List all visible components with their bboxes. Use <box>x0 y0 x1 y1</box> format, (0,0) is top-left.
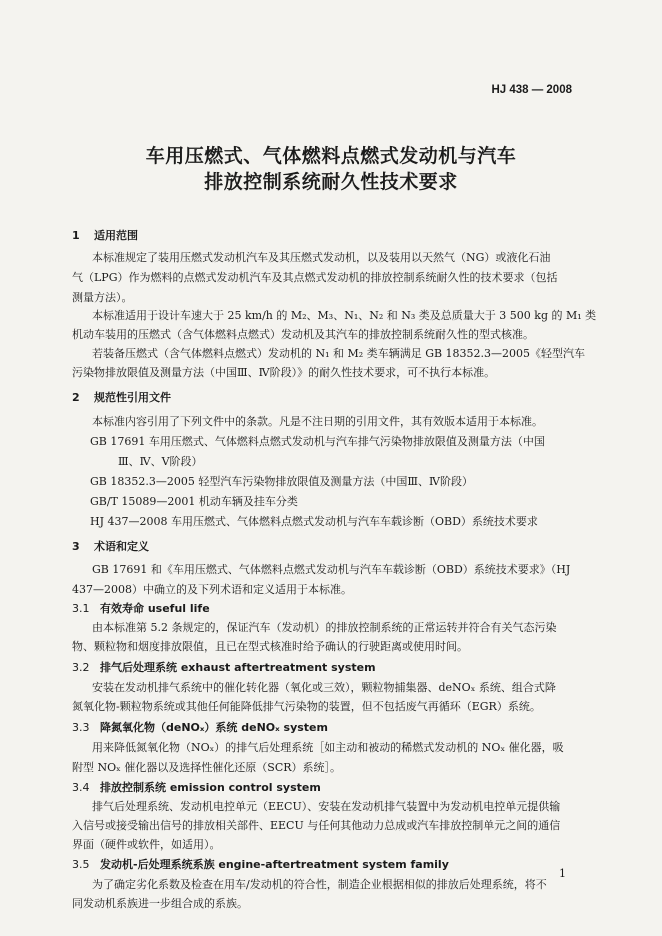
term-number: 3.2 <box>72 661 90 674</box>
term-number: 3.5 <box>72 858 90 871</box>
term-3-2-heading <box>72 659 376 675</box>
term-number: 3.1 <box>72 602 90 615</box>
paragraph-line: 入信号或接受输出信号的排放相关部件、EECU 与任何其他动力总成或汽车排放控制单元之间的通信 <box>72 819 561 832</box>
section-number: 3 <box>72 540 80 553</box>
reference-line: GB 17691 车用压燃式、气体燃料点燃式发动机与汽车排气污染物排放限值及测量方法（中国 <box>90 435 545 448</box>
term-3-3-heading <box>72 719 328 735</box>
section-number: 2 <box>72 391 80 404</box>
section-title: 适用范围 <box>94 229 138 242</box>
term-number: 3.4 <box>72 781 90 794</box>
paragraph-line: 附型 NOₓ 催化器以及选择性催化还原（SCR）系统］。 <box>72 761 342 774</box>
standard-code: HJ 438 — 2008 <box>491 84 572 96</box>
term-title: 降氮氧化物（deNOₓ）系统 deNOₓ system <box>100 721 328 734</box>
paragraph-line: GB 17691 和《车用压燃式、气体燃料点燃式发动机与汽车车载诊断（OBD）系统技术要求》（HJ <box>92 563 571 576</box>
paragraph-line: 为了确定劣化系数及检查在用车/发动机的符合性，制造企业根据相似的排放后处理系统，将不 <box>92 878 547 891</box>
term-3-1-heading <box>72 600 210 616</box>
paragraph-line: 氮氧化物-颗粒物系统或其他任何能降低排气污染物的装置，但不包括废气再循环（EGR）系统。 <box>72 700 541 713</box>
title-line-2: 排放控制系统耐久性技术要求 <box>204 171 458 193</box>
section-1-heading <box>72 227 138 243</box>
term-3-4-heading <box>72 779 321 795</box>
term-title: 发动机-后处理系统系族 engine-aftertreatment system family <box>100 858 449 871</box>
paragraph-line: 机动车装用的压燃式（含气体燃料点燃式）发动机及其汽车的排放控制系统耐久性的型式核准。 <box>72 328 534 341</box>
reference-line: HJ 437—2008 车用压燃式、气体燃料点燃式发动机与汽车车载诊断（OBD）系统技术要求 <box>90 515 538 528</box>
term-title: 排放控制系统 emission control system <box>100 781 321 794</box>
section-3-heading <box>72 538 149 554</box>
term-title: 排气后处理系统 exhaust aftertreatment system <box>100 661 376 674</box>
paragraph-line: 437—2008）中确立的及下列术语和定义适用于本标准。 <box>72 583 352 596</box>
paragraph-line: 本标准适用于设计车速大于 25 km/h 的 M₂、M₃、N₁、N₂ 和 N₃ 类及总质量大于 3 500 kg 的 M₁ 类 <box>92 309 597 322</box>
paragraph-line: 界面（硬件或软件，如适用）。 <box>72 838 221 851</box>
paragraph-line: 排气后处理系统、发动机电控单元（EECU）、安装在发动机排气装置中为发动机电控单元提供输 <box>92 800 561 813</box>
paragraph-line: 由本标准第 5.2 条规定的，保证汽车（发动机）的排放控制系统的正常运转并符合有关气态污染 <box>92 621 557 634</box>
paragraph-line: 安装在发动机排气系统中的催化转化器（氧化或三效），颗粒物捕集器、deNOₓ 系统、组合式降 <box>92 681 556 694</box>
reference-line: Ⅲ、Ⅳ、Ⅴ阶段） <box>118 455 203 468</box>
paragraph-line: 用来降低氮氧化物（NOₓ）的排气后处理系统［如主动和被动的稀燃式发动机的 NOₓ 催化器，吸 <box>92 741 564 754</box>
paragraph-line: 本标准规定了装用压燃式发动机汽车及其压燃式发动机，以及装用以天然气（NG）或液化石油 <box>92 251 551 264</box>
paragraph-line: 测量方法）。 <box>72 291 133 304</box>
reference-line: GB 18352.3—2005 轻型汽车污染物排放限值及测量方法（中国Ⅲ、Ⅳ阶段） <box>90 475 473 488</box>
title-line-1: 车用压燃式、气体燃料点燃式发动机与汽车 <box>145 145 517 167</box>
section-2-heading <box>72 389 171 405</box>
paragraph-line: 若装备压燃式（含气体燃料点燃式）发动机的 N₁ 和 M₂ 类车辆满足 GB 18352.3—2005《轻型汽车 <box>92 347 586 360</box>
page-number: 1 <box>559 867 566 880</box>
term-number: 3.3 <box>72 721 90 734</box>
section-title: 规范性引用文件 <box>94 391 171 404</box>
paragraph-line: 同发动机系族进一步组合成的系族。 <box>72 897 248 910</box>
paragraph-line: 本标准内容引用了下列文件中的条款。凡是不注日期的引用文件，其有效版本适用于本标准。 <box>92 415 543 428</box>
paragraph-line: 物、颗粒物和烟度排放限值，且已在型式核准时给予确认的行驶距离或使用时间。 <box>72 640 468 653</box>
reference-line: GB/T 15089—2001 机动车辆及挂车分类 <box>90 495 298 508</box>
term-title: 有效寿命 useful life <box>100 602 210 615</box>
paragraph-line: 气（LPG）作为燃料的点燃式发动机汽车及其点燃式发动机的排放控制系统耐久性的技术要求（包括 <box>72 271 558 284</box>
section-title: 术语和定义 <box>94 540 149 553</box>
paragraph-line: 污染物排放限值及测量方法（中国Ⅲ、Ⅳ阶段）》的耐久性技术要求，可不执行本标准。 <box>72 366 496 379</box>
section-number: 1 <box>72 229 80 242</box>
term-3-5-heading <box>72 856 449 872</box>
